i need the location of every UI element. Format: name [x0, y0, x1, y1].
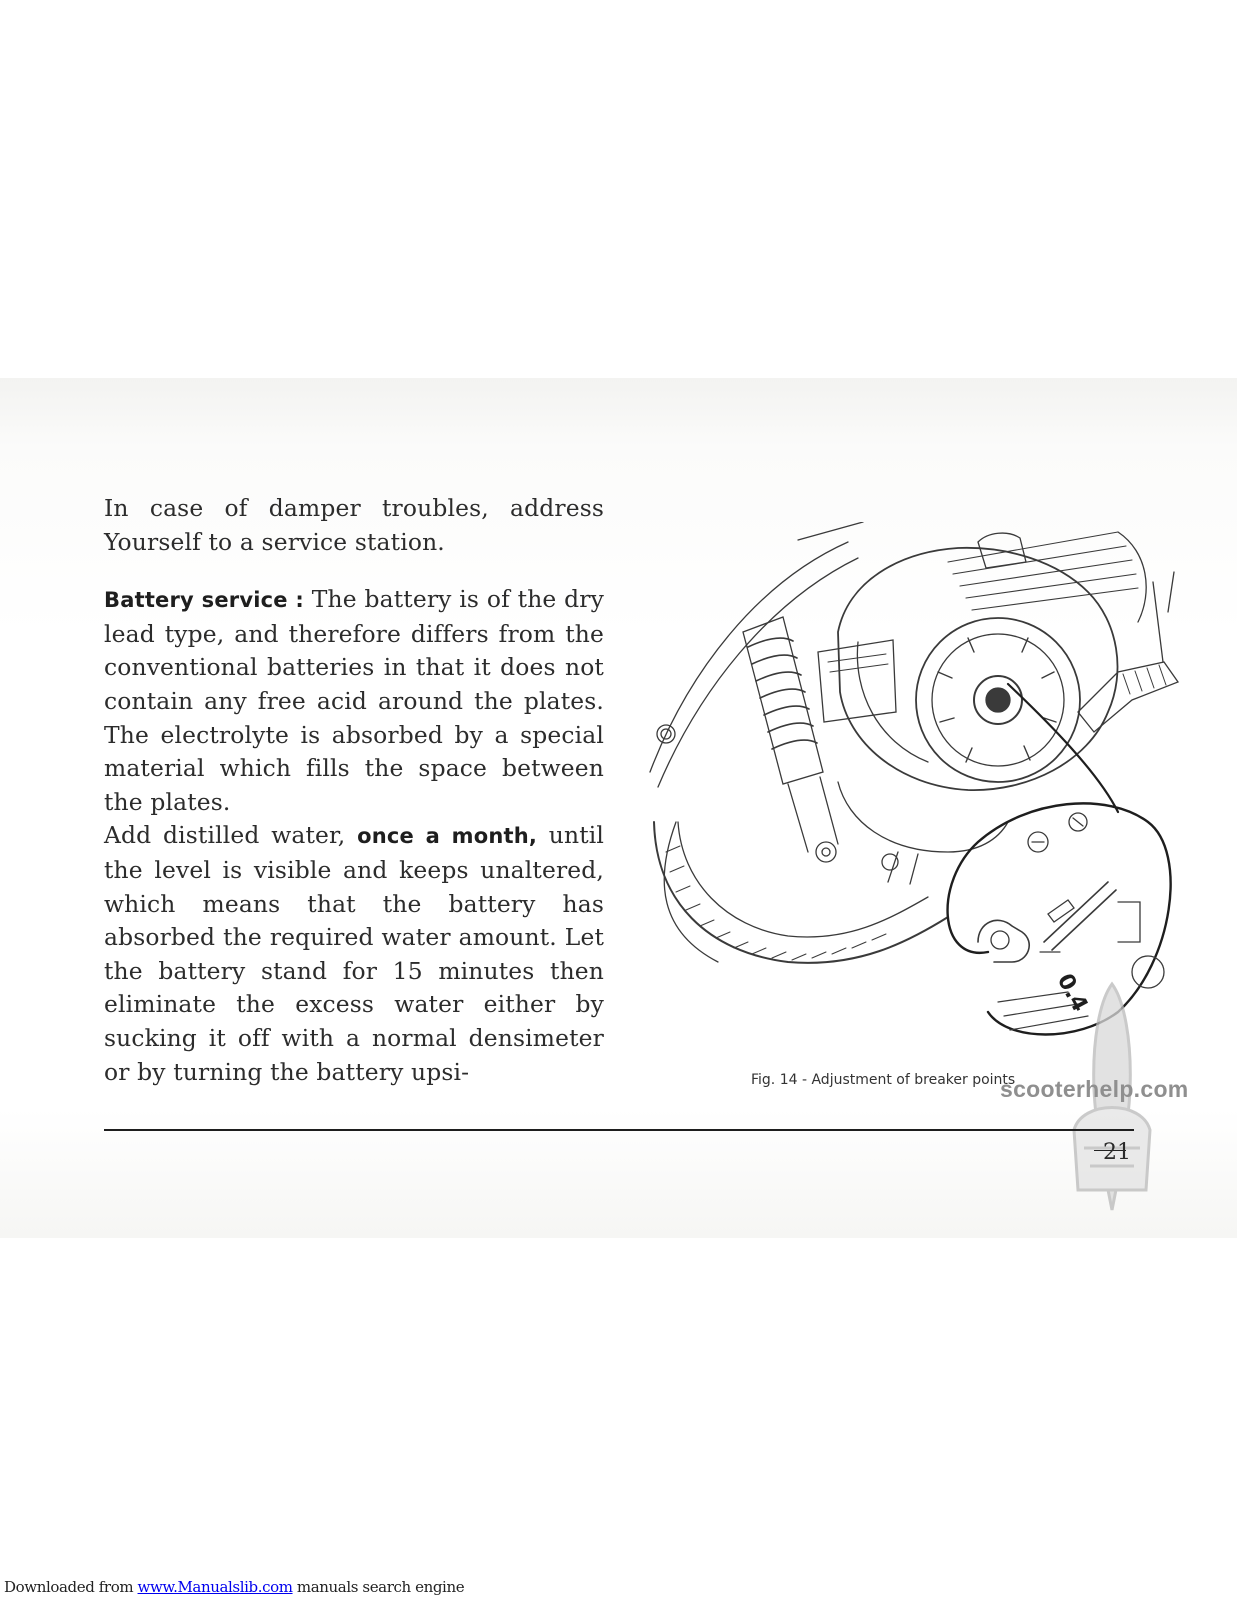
flywheel-drawing — [916, 618, 1080, 782]
once-a-month-emphasis: once a month, — [357, 824, 538, 849]
paragraph-damper-text: In case of damper troubles, address Yourself to a service station. — [104, 494, 604, 556]
manualslib-link[interactable]: www.Manualslib.com — [137, 1578, 293, 1596]
figure-caption: Fig. 14 - Adjustment of breaker points — [751, 1072, 1016, 1088]
gap-measure-label: 0.4 — [1051, 969, 1093, 1016]
kickstart-pedal-drawing — [1078, 572, 1178, 732]
distilled-water-text-start: Add distilled water, — [104, 821, 358, 850]
footer-prefix: Downloaded from — [4, 1578, 138, 1596]
footer-rule — [104, 1129, 1134, 1131]
paragraph-gap — [104, 559, 604, 583]
download-footer — [4, 1578, 464, 1596]
battery-service-heading: Battery service : — [104, 588, 305, 613]
paragraph-damper — [104, 492, 604, 559]
paragraph-distilled-water — [104, 819, 604, 1089]
paragraph-battery — [104, 583, 604, 819]
battery-service-text: The battery is of the dry lead type, and therefore differs from the conventional batteries in that it does not contain any free acid around the plates. The electrolyte is absorbed by a special material which fills the space between the plates. — [104, 585, 604, 816]
scooterhelp-watermark: scooterhelp.com — [1000, 1076, 1189, 1102]
tire-drawing — [654, 822, 948, 963]
page-number: 21 — [1103, 1140, 1131, 1165]
engine-drawing — [818, 532, 1146, 884]
shock-absorber-drawing — [743, 617, 838, 862]
body-text — [104, 492, 604, 1089]
footer-suffix: manuals search engine — [292, 1578, 465, 1596]
distilled-water-text-end: until the level is visible and keeps unaltered, which means that the battery has absorbed the required water amount. Let the battery stand for 15 minutes then eliminate the excess water either by sucking it off with a normal densimeter or by turning the battery upsi- — [104, 821, 605, 1086]
